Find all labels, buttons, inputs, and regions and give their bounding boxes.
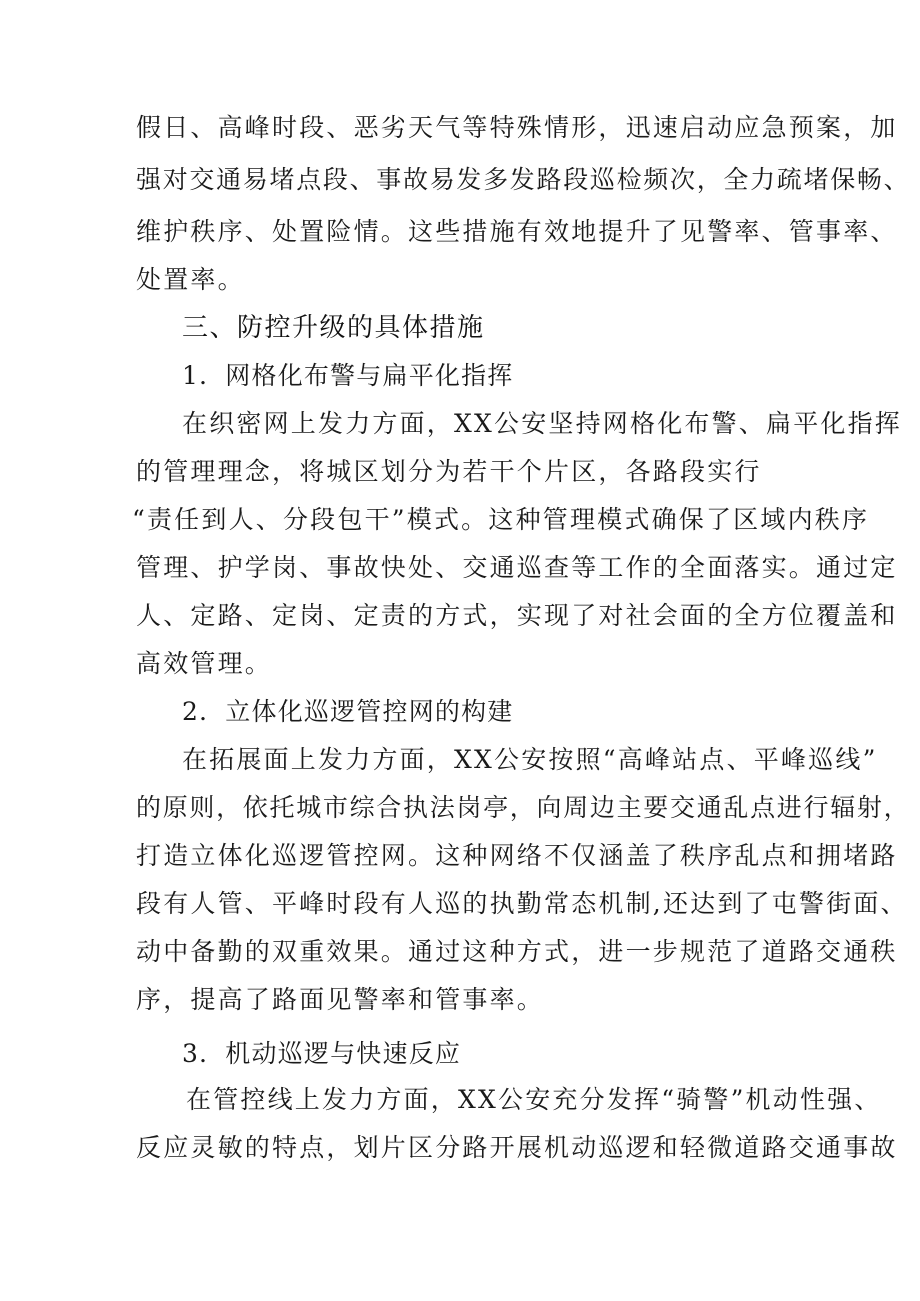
subsection-title: 2．立体化巡逻管控网的构建 <box>182 697 514 726</box>
subsection-title: 3．机动巡逻与快速反应 <box>182 1039 462 1068</box>
paragraph-line: 的原则，依托城市综合执法岗亭，向周边主要交通乱点进行辐射， <box>136 793 911 822</box>
paragraph-line: 在拓展面上发力方面，XX公安按照“高峰站点、平峰巡线” <box>182 745 878 774</box>
paragraph-line: 在管控线上发力方面，XX公安充分发挥“骑警”机动性强、 <box>186 1085 882 1114</box>
paragraph-line: “责任到人、分段包干”模式。这种管理模式确保了区域内秩序 <box>132 505 870 534</box>
paragraph-line: 假日、高峰时段、恶劣天气等特殊情形，迅速启动应急预案，加 <box>136 113 898 142</box>
subsection-title: 1．网格化布警与扁平化指挥 <box>182 361 514 390</box>
paragraph-line: 打造立体化巡逻管控网。这种网络不仅涵盖了秩序乱点和拥堵路 <box>136 841 898 870</box>
paragraph-line: 人、定路、定岗、定责的方式，实现了对社会面的全方位覆盖和 <box>136 601 898 630</box>
paragraph-line: 动中备勤的双重效果。通过这种方式，进一步规范了道路交通秩 <box>136 937 898 966</box>
paragraph-line: 高效管理。 <box>136 649 273 678</box>
paragraph-line: 在织密网上发力方面，XX公安坚持网格化布警、扁平化指挥 <box>182 409 902 438</box>
paragraph-line: 管理、护学岗、事故快处、交通巡查等工作的全面落实。通过定 <box>136 553 898 582</box>
paragraph-line: 维护秩序、处置险情。这些措施有效地提升了见警率、管事率、 <box>136 217 898 246</box>
section-heading: 三、防控升级的具体措施 <box>182 313 485 343</box>
paragraph-line: 反应灵敏的特点，划片区分路开展机动巡逻和轻微道路交通事故 <box>136 1133 898 1162</box>
paragraph-line: 序，提高了路面见警率和管事率。 <box>136 985 545 1014</box>
paragraph-line: 段有人管、平峰时段有人巡的执勤常态机制,还达到了屯警街面、 <box>136 889 908 918</box>
paragraph-line: 处置率。 <box>136 265 245 294</box>
paragraph-line: 强对交通易堵点段、事故易发多发路段巡检频次，全力疏堵保畅、 <box>136 165 911 194</box>
paragraph-line: 的管理理念，将城区划分为若干个片区，各路段实行 <box>136 457 762 486</box>
